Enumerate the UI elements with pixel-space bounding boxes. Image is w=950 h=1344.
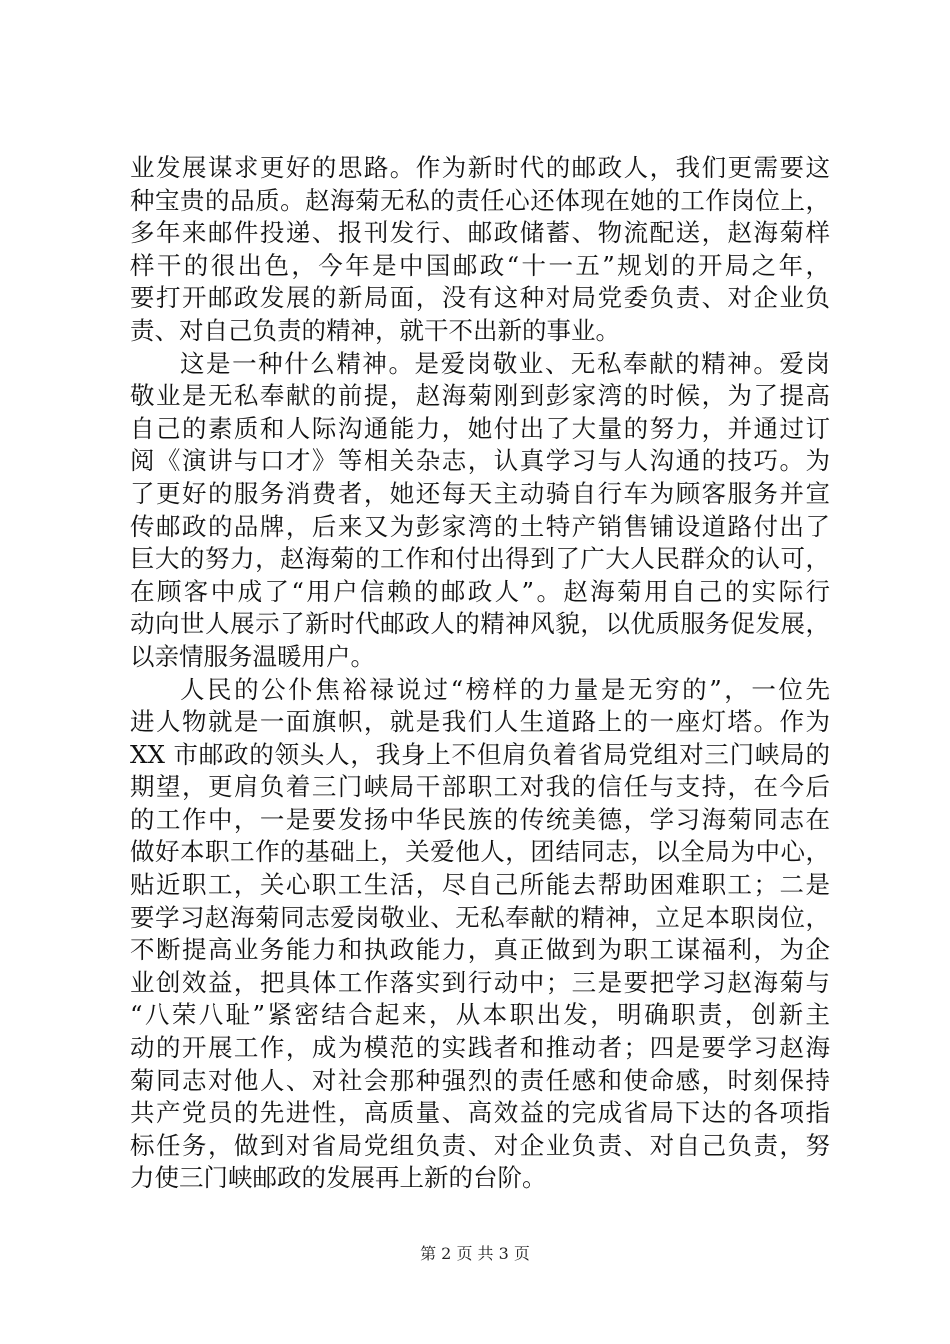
text-line: 不断提高业务能力和执政能力，真正做到为职工谋福利，为企 [130,935,830,965]
text-line: 责、对自己负责的精神，就干不出新的事业。 [130,315,620,345]
text-line: XX 市邮政的领头人，我身上不但肩负着省局党组对三门峡局的 [130,739,830,769]
text-line: 贴近职工，关心职工生活，尽自己所能去帮助困难职工；二是 [130,870,830,900]
text-line: 自己的素质和人际沟通能力，她付出了大量的努力，并通过订 [130,413,830,443]
text-line: 巨大的努力，赵海菊的工作和付出得到了广大人民群众的认可， [130,544,830,574]
text-line: 种宝贵的品质。赵海菊无私的责任心还体现在她的工作岗位上， [130,185,830,215]
text-line: 在顾客中成了“用户信赖的邮政人”。赵海菊用自己的实际行 [130,576,830,606]
text-line: 多年来邮件投递、报刊发行、邮政储蓄、物流配送，赵海菊样 [130,218,830,248]
text-line: 要学习赵海菊同志爱岗敬业、无私奉献的精神，立足本职岗位， [130,902,830,932]
text-line: 进人物就是一面旗帜，就是我们人生道路上的一座灯塔。作为 [130,707,830,737]
document-body [130,152,830,1195]
text-line: 传邮政的品牌，后来又为彭家湾的土特产销售铺设道路付出了 [130,511,830,541]
text-line: 做好本职工作的基础上，关爱他人，团结同志，以全局为中心， [130,837,830,867]
text-line: “八荣八耻”紧密结合起来，从本职出发，明确职责，创新主 [130,1000,830,1030]
text-line: 业发展谋求更好的思路。作为新时代的邮政人，我们更需要这 [130,153,830,182]
text-line: 了更好的服务消费者，她还每天主动骑自行车为顾客服务并宣 [130,478,830,508]
text-line: 以亲情服务温暖用户。 [130,641,375,671]
text-line: 人民的公仆焦裕禄说过“榜样的力量是无穷的”，一位先 [180,674,830,704]
text-line: 期望，更肩负着三门峡局干部职工对我的信任与支持，在今后 [130,772,830,802]
text-line: 阅《演讲与口才》等相关杂志，认真学习与人沟通的技巧。为 [130,446,830,476]
text-line: 力使三门峡邮政的发展再上新的台阶。 [130,1163,547,1193]
text-line: 动的开展工作，成为模范的实践者和推动者；四是要学习赵海 [130,1033,830,1063]
text-line: 菊同志对他人、对社会那种强烈的责任感和使命感，时刻保持 [130,1065,830,1095]
text-line: 共产党员的先进性，高质量、高效益的完成省局下达的各项指 [130,1098,830,1128]
text-line: 动向世人展示了新时代邮政人的精神风貌，以优质服务促发展， [130,609,830,639]
page-footer: 第 2 页 共 3 页 [420,1244,530,1263]
text-line: 的工作中，一是要发扬中华民族的传统美德，学习海菊同志在 [130,804,830,834]
text-line: 标任务，做到对省局党组负责、对企业负责、对自己负责，努 [130,1130,830,1160]
text-line: 要打开邮政发展的新局面，没有这种对局党委负责、对企业负 [130,283,830,313]
text-line: 这是一种什么精神。是爱岗敬业、无私奉献的精神。爱岗 [180,348,830,378]
text-line: 样干的很出色，今年是中国邮政“十一五”规划的开局之年， [130,250,830,280]
text-line: 敬业是无私奉献的前提，赵海菊刚到彭家湾的时候，为了提高 [130,381,830,411]
text-line: 业创效益，把具体工作落实到行动中；三是要把学习赵海菊与 [130,967,830,997]
